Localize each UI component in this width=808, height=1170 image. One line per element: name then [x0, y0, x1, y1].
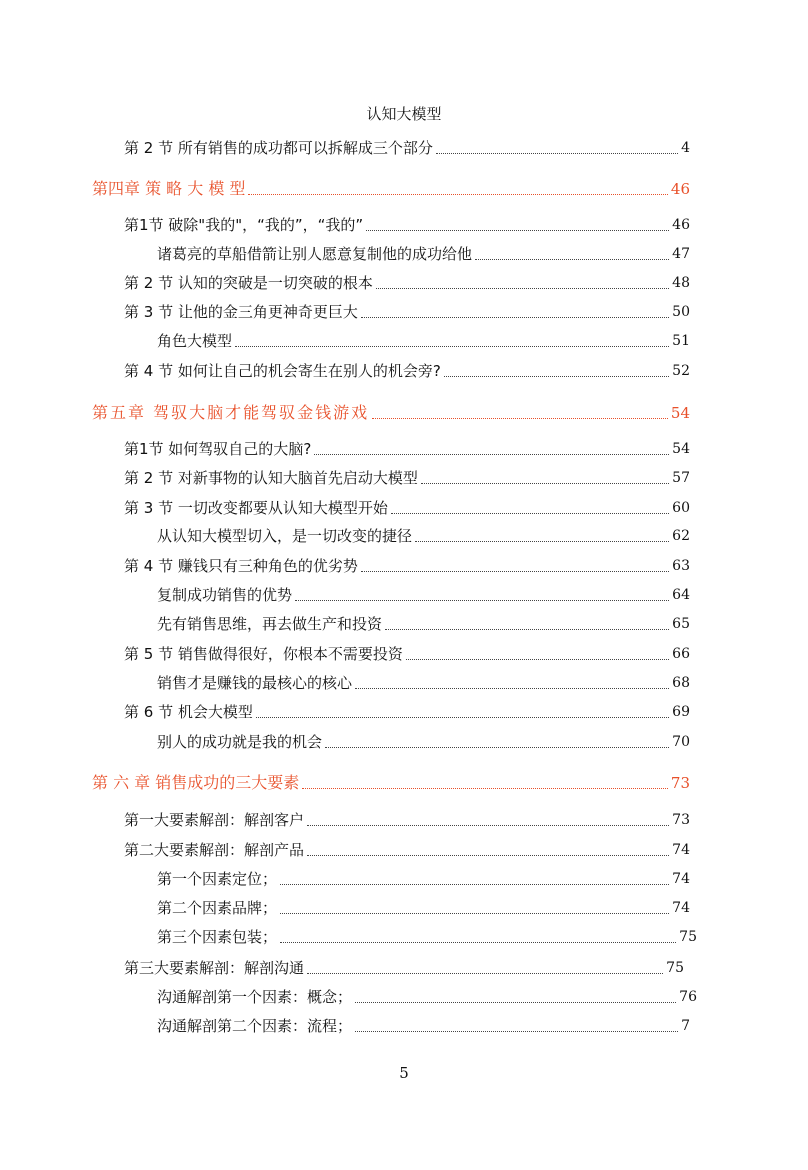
toc-entry-label: 复制成功销售的优势: [157, 586, 293, 604]
dot-leader: [307, 973, 663, 974]
toc-entry-subsection[interactable]: [157, 610, 690, 634]
dot-leader: [295, 600, 669, 601]
toc-entry-label: 第 六 章 销售成功的三大要素: [92, 773, 300, 792]
toc-page-number: 73: [670, 774, 690, 792]
toc-page-number: 75: [666, 960, 684, 976]
dot-leader: [385, 629, 669, 630]
dot-leader: [307, 825, 669, 826]
dot-leader: [314, 454, 669, 455]
toc-entry-label: 沟通解剖第二个因素：流程；: [157, 1017, 353, 1035]
toc-entry-subsection[interactable]: [157, 865, 690, 889]
toc-page-number: 7: [681, 1018, 690, 1034]
toc-entry-section[interactable]: [124, 640, 690, 664]
toc-page-number: 74: [672, 842, 690, 858]
toc-entry-label: 第 2 节 所有销售的成功都可以拆解成三个部分: [124, 139, 433, 157]
toc-entry-label: 第三个因素包装；: [157, 928, 278, 946]
dot-leader: [302, 788, 668, 789]
toc-entry-chapter[interactable]: [92, 769, 690, 793]
toc-page-number: 50: [672, 304, 690, 320]
dot-leader: [248, 194, 667, 195]
toc-entry-section[interactable]: [124, 836, 690, 860]
toc-entry-label: 第 4 节 如何让自己的机会寄生在别人的机会旁?: [124, 362, 441, 380]
toc-entry-label: 第五章 驾驭大脑才能驾驭金钱游戏: [92, 403, 370, 422]
toc-entry-label: 别人的成功就是我的机会: [157, 733, 323, 751]
dot-leader: [355, 688, 669, 689]
dot-leader: [406, 659, 669, 660]
toc-entry-label: 第1节 如何驾驭自己的大脑?: [124, 440, 312, 458]
dot-leader: [415, 541, 669, 542]
dot-leader: [280, 884, 669, 885]
toc-entry-label: 第三大要素解剖：解剖沟通: [124, 959, 305, 977]
dot-leader: [325, 747, 669, 748]
toc-entry-label: 第四章 策 略 大 模 型: [92, 179, 246, 198]
toc-entry-label: 先有销售思维，再去做生产和投资: [157, 615, 383, 633]
toc-entry-section[interactable]: [124, 298, 690, 322]
toc-entry-subsection[interactable]: [157, 894, 690, 918]
toc-page-number: 64: [672, 587, 690, 603]
dot-leader: [366, 230, 669, 231]
toc-entry-label: 第1节 破除"我的"，“我的”，“我的”: [124, 216, 364, 234]
dot-leader: [235, 346, 669, 347]
dot-leader: [355, 1002, 676, 1003]
toc-entry-section[interactable]: [124, 269, 690, 293]
dot-leader: [280, 913, 669, 914]
toc-entry-section[interactable]: [124, 134, 690, 158]
dot-leader: [436, 153, 678, 154]
toc-entry-section[interactable]: [124, 211, 690, 235]
toc-page-number: 4: [681, 140, 690, 156]
toc-entry-section[interactable]: [124, 435, 690, 459]
toc-page-number: 76: [679, 989, 697, 1005]
toc-entry-section[interactable]: [124, 494, 690, 518]
toc-page-number: 46: [670, 180, 690, 198]
toc-entry-subsection[interactable]: [157, 728, 690, 752]
toc-page-number: 54: [672, 441, 690, 457]
toc-entry-label: 第二大要素解剖：解剖产品: [124, 841, 305, 859]
toc-entry-subsection[interactable]: [157, 522, 690, 546]
toc-entry-subsection[interactable]: [157, 1012, 690, 1036]
toc-entry-subsection[interactable]: [157, 983, 697, 1007]
toc-page-number: 70: [672, 734, 690, 750]
toc-page-number: 46: [672, 217, 690, 233]
toc-page-number: 47: [672, 246, 690, 262]
toc-page-number: 51: [672, 333, 690, 349]
toc-entry-label: 沟通解剖第一个因素：概念；: [157, 988, 353, 1006]
toc-entry-label: 第 3 节 一切改变都要从认知大模型开始: [124, 499, 388, 517]
toc-page-number: 69: [672, 704, 690, 720]
toc-entry-label: 从认知大模型切入，是一切改变的捷径: [157, 527, 413, 545]
toc-entry-section[interactable]: [124, 806, 690, 830]
toc-page-number: 68: [672, 675, 690, 691]
toc-entry-subsection[interactable]: [157, 327, 690, 351]
dot-leader: [421, 483, 669, 484]
toc-entry-label: 诸葛亮的草船借箭让别人愿意复制他的成功给他: [157, 245, 473, 263]
toc-page-number: 66: [672, 646, 690, 662]
dot-leader: [475, 259, 669, 260]
toc-page-number: 65: [672, 616, 690, 632]
toc-entry-section[interactable]: [124, 552, 690, 576]
toc-page-number: 74: [672, 900, 690, 916]
toc-entry-chapter[interactable]: [92, 175, 690, 199]
page-header-title: 认知大模型: [366, 105, 442, 123]
toc-entry-chapter[interactable]: [92, 399, 690, 423]
dot-leader: [256, 717, 669, 718]
toc-entry-subsection[interactable]: [157, 923, 697, 947]
toc-entry-section[interactable]: [124, 954, 684, 978]
dot-leader: [307, 855, 669, 856]
toc-page-number: 63: [672, 558, 690, 574]
dot-leader: [376, 288, 669, 289]
toc-entry-subsection[interactable]: [157, 669, 690, 693]
dot-leader: [361, 571, 669, 572]
dot-leader: [355, 1031, 678, 1032]
dot-leader: [361, 317, 669, 318]
toc-page-number: 57: [672, 470, 690, 486]
toc-page-number: 54: [670, 404, 690, 422]
dot-leader: [280, 942, 676, 943]
toc-entry-subsection[interactable]: [157, 581, 690, 605]
page-number-footer: 5: [399, 1064, 409, 1082]
toc-entry-label: 第 5 节 销售做得很好，你根本不需要投资: [124, 645, 403, 663]
toc-page-number: 75: [679, 929, 697, 945]
toc-entry-label: 第一个因素定位；: [157, 870, 278, 888]
toc-entry-label: 第 6 节 机会大模型: [124, 703, 253, 721]
toc-entry-label: 第 2 节 认知的突破是一切突破的根本: [124, 274, 373, 292]
toc-page-number: 62: [672, 528, 690, 544]
toc-entry-label: 第 2 节 对新事物的认知大脑首先启动大模型: [124, 469, 418, 487]
toc-entry-section[interactable]: [124, 698, 690, 722]
toc-entry-label: 销售才是赚钱的最核心的核心: [157, 674, 353, 692]
toc-entry-section[interactable]: [124, 357, 690, 381]
dot-leader: [391, 513, 669, 514]
toc-page-number: 74: [672, 871, 690, 887]
dot-leader: [372, 418, 668, 419]
dot-leader: [444, 376, 669, 377]
toc-entry-label: 第一大要素解剖：解剖客户: [124, 811, 305, 829]
toc-entry-section[interactable]: [124, 464, 690, 488]
toc-entry-label: 第 3 节 让他的金三角更神奇更巨大: [124, 303, 358, 321]
toc-entry-subsection[interactable]: [157, 240, 690, 264]
toc-page-number: 52: [672, 363, 690, 379]
toc-page-number: 60: [672, 500, 690, 516]
toc-page-number: 48: [672, 275, 690, 291]
toc-entry-label: 第 4 节 赚钱只有三种角色的优劣势: [124, 557, 358, 575]
toc-entry-label: 角色大模型: [157, 332, 233, 350]
toc-entry-label: 第二个因素品牌；: [157, 899, 278, 917]
toc-page-number: 73: [672, 812, 690, 828]
